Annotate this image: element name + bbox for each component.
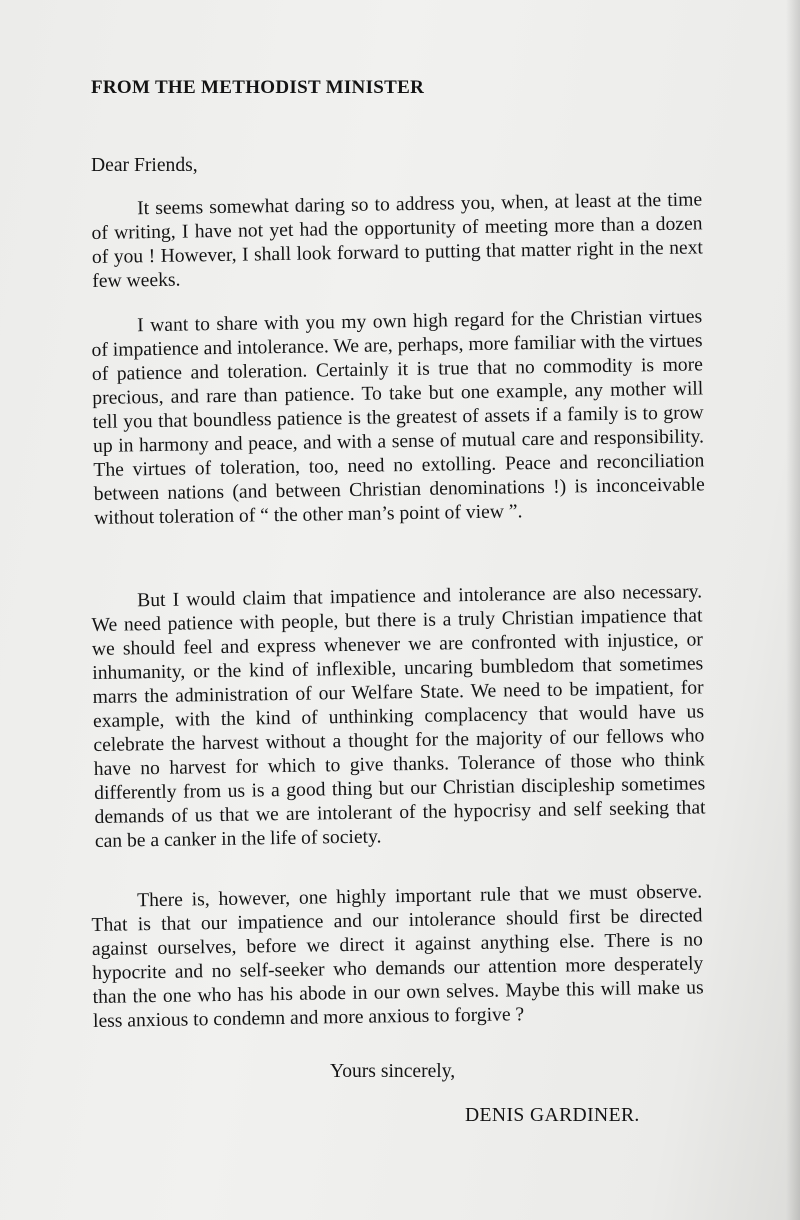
paragraph-3: But I would claim that impatience and intolerance are also necessary. We need patience with people, but there is a truly Christian impatience that we should feel and express whenever we are confronted with injustice, or inhumanity, or the kind of inflexible, uncaring bumbledom that sometimes marrs the administration of our Welfare State. We need to be impatient, for example, with the kind of unthinking complacency that would have us celebrate the harvest without a thought for the majority of our fellows who have no harvest for which to give thanks. Tolerance of those who think differently from us is a good thing but our Christian discipleship sometimes demands of us that we are intolerant of the hypocrisy and self seeking that can be a canker in the life of society.	[91, 581, 706, 852]
paragraph-1: It seems somewhat daring so to address you, when, at least at the time of writing, I have not yet had the opportunity of meeting more than a dozen of you ! However, I shall look forward to putting that matter right in the next few weeks.	[91, 189, 704, 292]
closing: Yours sincerely,	[330, 1061, 456, 1082]
signature: DENIS GARDINER.	[465, 1105, 640, 1126]
paragraph-2: I want to share with you my own high regard for the Christian virtues of impatience and intolerance. We are, perhaps, more familiar with the virtues of patience and toleration. Certainly it is true that no commodity is more precious, and rare than patience. To take but one example, any mother will tell you that boundless patience is the greatest of assets if a family is to grow up in harmony and peace, and with a sense of mutual care and responsibility. The virtues of toleration, too, need no extolling. Peace and reconciliation between nations (and between Christian denominations !) is inconceivable without toleration of “ the other man’s point of view ”.	[91, 306, 705, 529]
letter-heading: FROM THE METHODIST MINISTER	[91, 77, 425, 98]
salutation: Dear Friends,	[91, 155, 198, 176]
paragraph-4: There is, however, one highly important rule that we must observe. That is that our impatience and our intolerance should first be directed against ourselves, before we direct it against anything else. There is no hypocrite and no self-seeker who demands our attention more desperately than the one who has his abode in our own selves. Maybe this will make us less anxious to condemn and more anxious to forgive ?	[91, 881, 704, 1032]
